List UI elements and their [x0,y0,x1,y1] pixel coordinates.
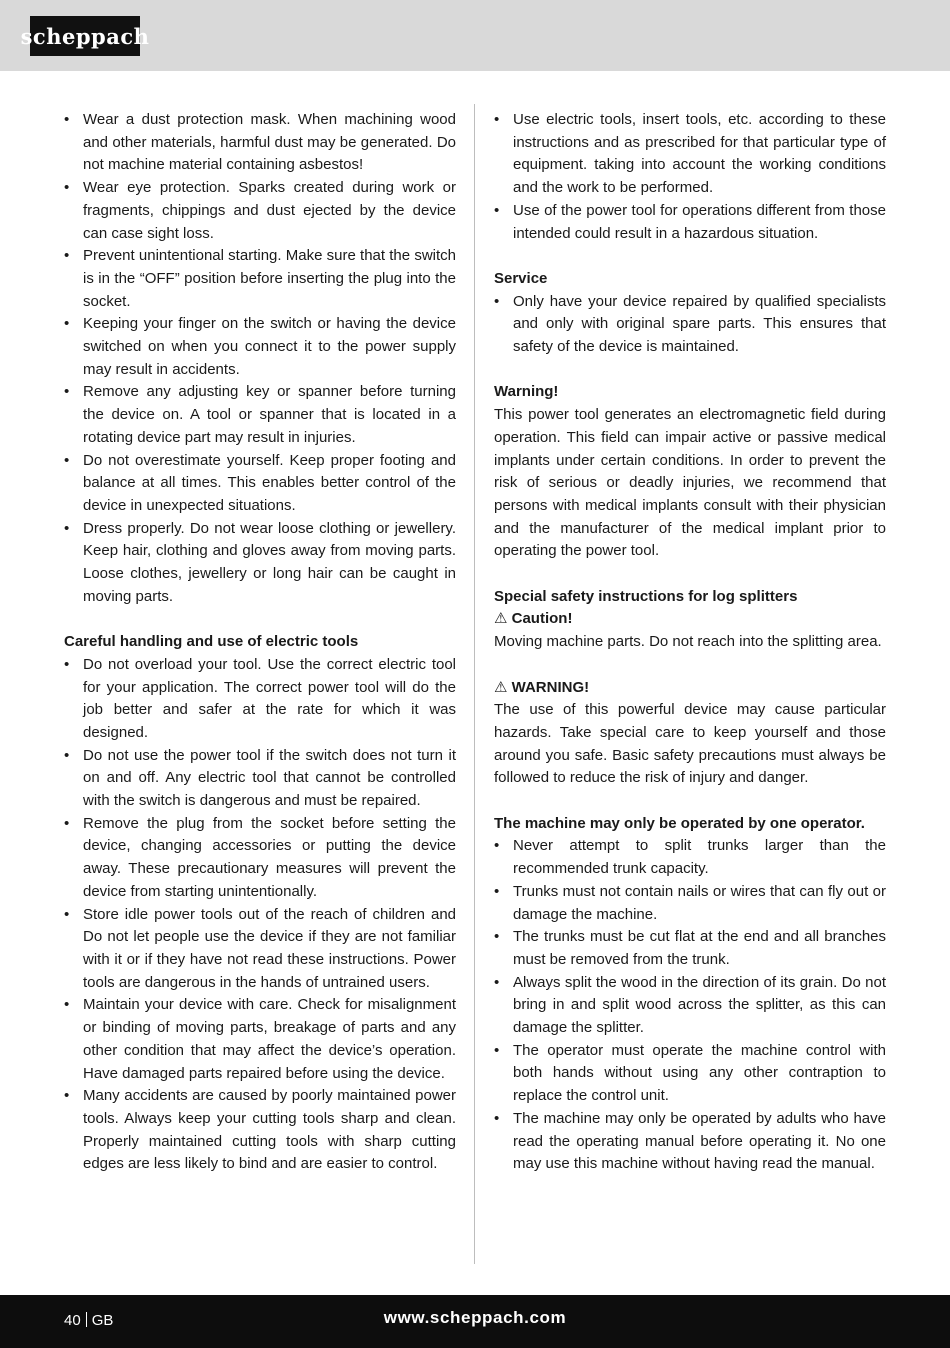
right-column [494,109,886,1176]
list-item: • Never attempt to split trunks larger than the recommended trunk capacity. [494,835,886,880]
section-heading-one-operator: The machine may only be operated by one operator. [494,814,865,832]
safety-list-general [64,109,456,608]
list-item: • Dress properly. Do not wear loose clothing or jewellery. Keep hair, clothing and gloves away from moving parts. Loose clothes, jewellery or long hair can be caught in moving parts. [64,518,456,609]
list-item: • Prevent unintentional starting. Make sure that the switch is in the “OFF” position before inserting the plug into the socket. [64,245,456,313]
list-item: • Do not overestimate yourself. Keep proper footing and balance at all times. This enables better control of the device in unexpected situations. [64,450,456,518]
list-item: • Trunks must not contain nails or wires that can fly out or damage the machine. [494,881,886,926]
caution-heading [494,608,886,631]
section-heading-warning: Warning! [494,383,559,401]
list-item: • Maintain your device with care. Check for misalignment or binding of moving parts, breakage of parts and any other condition that may affect the device’s operation. Have damaged parts repaired before using the device. [64,994,456,1085]
list-item: • Only have your device repaired by qualified specialists and only with original spare parts. This ensures that safety of the device is maintained. [494,291,886,359]
language-code: GB [91,1312,114,1329]
warning-paragraph: This power tool generates an electromagnetic field during operation. This field can impair active or passive medical implants under certain conditions. In order to prevent the risk of serious or deadly injuries, we recommend that persons with medical implants consult with their physician and the manufacturer of the medical implant prior to operating the power tool. [494,406,886,560]
page-header [0,0,950,71]
list-item: • Keeping your finger on the switch or having the device switched on when you connect it to the power supply may result in accidents. [64,313,456,381]
warning-triangle-icon: ⚠ [494,678,508,696]
warning2-label: WARNING! [511,678,590,696]
list-item: • Use electric tools, insert tools, etc. according to these instructions and as prescribed for that particular type of equipment. taking into account the working conditions and the work to be performed. [494,109,886,200]
brand-logo [20,16,150,56]
list-item: • Wear a dust protection mask. When machining wood and other materials, harmful dust may be generated. Do not machine material containing asbestos! [64,109,456,177]
logo-text: scheppach [20,23,150,49]
page-number: 40 [64,1312,81,1329]
warning2-paragraph: The use of this powerful device may cause particular hazards. Take special care to keep yourself and those around you safe. Basic safety precautions must always be followed to reduce the risk of injury and danger. [494,701,886,787]
section-heading-service: Service [494,269,548,287]
warning-triangle-icon: ⚠ [494,610,508,628]
list-item: • Remove any adjusting key or spanner before turning the device on. A tool or spanner that is located in a rotating device part may result in injuries. [64,381,456,449]
website-link[interactable]: www.scheppach.com [383,1308,567,1327]
section-heading-log-splitters: Special safety instructions for log splitters [494,587,798,605]
list-item: • Wear eye protection. Sparks created during work or fragments, chippings and dust ejected by the device can case sight loss. [64,177,456,245]
list-item: • Many accidents are caused by poorly maintained power tools. Always keep your cutting tools sharp and clean. Properly maintained cutting tools with sharp cutting edges are less likely to bind and are easier to control. [64,1085,456,1176]
careful-handling-list [64,654,456,1176]
list-item: • Use of the power tool for operations different from those intended could result in a hazardous situation. [494,200,886,245]
list-item: • Do not use the power tool if the switch does not turn it on and off. Any electric tool that cannot be controlled with the switch is dangerous and must be repaired. [64,745,456,813]
operator-list [494,835,886,1176]
list-item: • The operator must operate the machine control with both hands without using any other contraption to replace the control unit. [494,1040,886,1108]
list-item: • Remove the plug from the socket before setting the device, changing accessories or putting the device away. These precautionary measures will prevent the device from starting unintentionally. [64,813,456,904]
left-column [64,109,456,1176]
column-divider [474,104,475,1264]
safety-list-usage [494,109,886,245]
service-list [494,291,886,359]
list-item: • Do not overload your tool. Use the correct electric tool for your application. The correct power tool will do the job better and safer at the rate for which it was designed. [64,654,456,745]
page-footer [0,1295,950,1348]
list-item: • The trunks must be cut flat at the end and all branches must be removed from the trunk. [494,926,886,971]
caution-label: Caution! [511,610,573,628]
list-item: • The machine may only be operated by adults who have read the operating manual before operating it. No one may use this machine without having read the manual. [494,1108,886,1176]
caution-paragraph: Moving machine parts. Do not reach into the splitting area. [494,633,882,651]
section-heading-careful-handling: Careful handling and use of electric tools [64,633,359,651]
warning2-heading [494,677,886,700]
list-item: • Store idle power tools out of the reach of children and Do not let people use the device if they are not familiar with it or if they have not read these instructions. Power tools are dangerous in the hands of untrained users. [64,904,456,995]
list-item: • Always split the wood in the direction of its grain. Do not bring in and split wood across the splitter, as this can damage the splitter. [494,972,886,1040]
